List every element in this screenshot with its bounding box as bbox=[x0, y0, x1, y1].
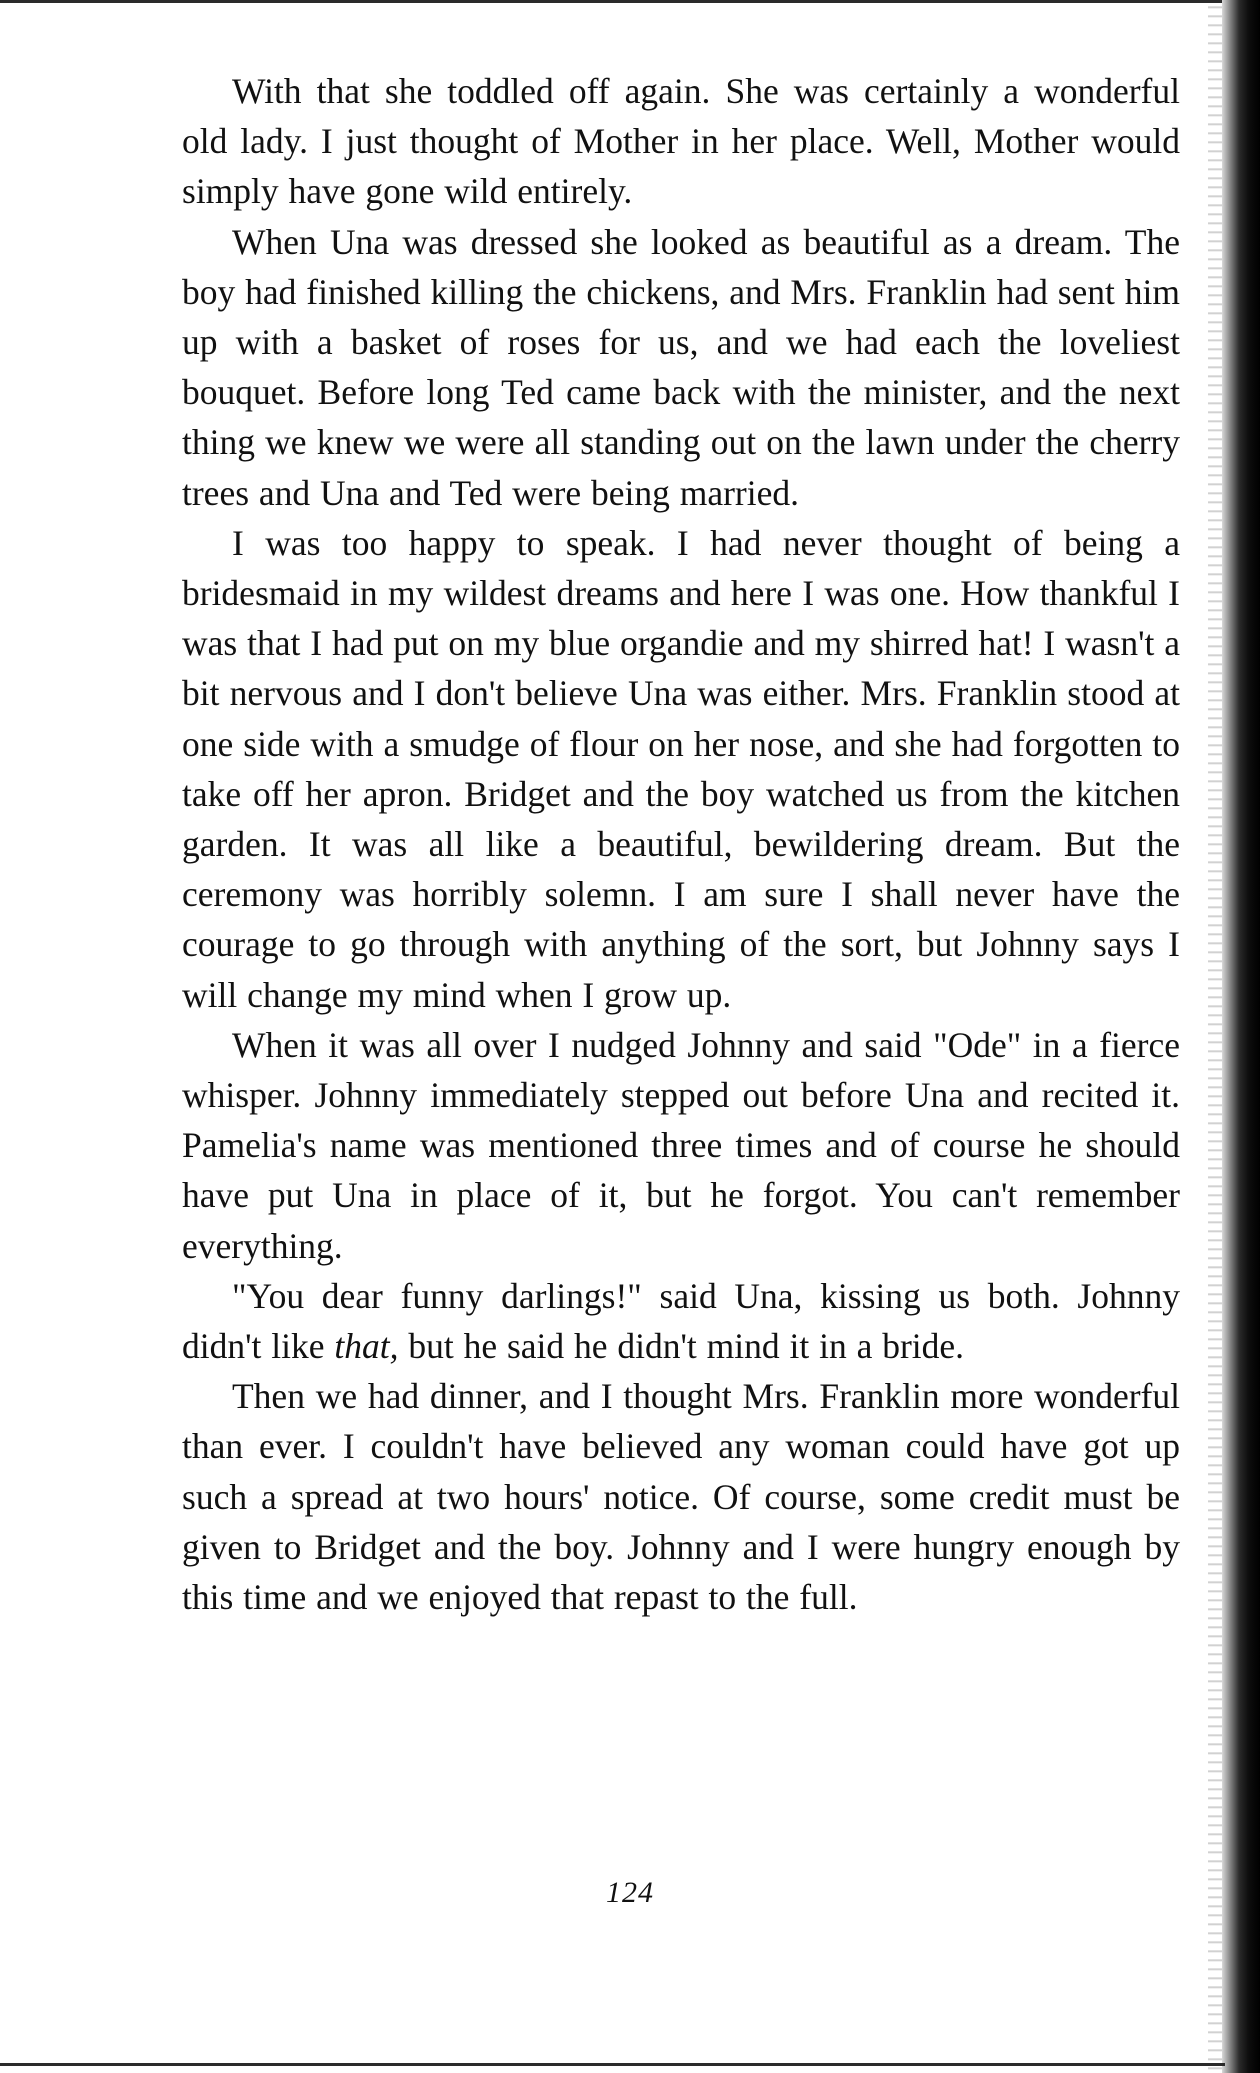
paragraph-5 bbox=[182, 1271, 1180, 1371]
page-number: 124 bbox=[606, 1876, 654, 1909]
paragraph-2: When Una was dressed she looked as beautiful as a dream. The boy had finished killing the chickens, and Mrs. Franklin had sent him up with a basket of roses for us, and we had each the loveliest bouquet. Before long Ted came back with the minister, and the next thing we knew we were all standing out on the lawn under the cherry trees and Una and Ted were being married. bbox=[182, 221, 1180, 513]
paragraph-5-emphasis: that, bbox=[334, 1326, 399, 1367]
body-text bbox=[182, 66, 1180, 1622]
book-spine-shadow bbox=[1222, 0, 1260, 2073]
paragraph-1: With that she toddled off again. She was certainly a wonderful old lady. I just thought of Mother in her place. Well, Mother would simply have gone wild entirely. bbox=[182, 71, 1180, 212]
paragraph-5-after: but he said he didn't mind it in a bride. bbox=[398, 1326, 965, 1367]
bottom-scan-edge bbox=[0, 2063, 1225, 2066]
paragraph-4: When it was all over I nudged Johnny and said "Ode" in a fierce whisper. Johnny immediately stepped out before Una and recited it. Pamelia's name was mentioned three times and of course he should have put Una in place of it, but he forgot. You can't remember everything. bbox=[182, 1024, 1180, 1266]
top-scan-edge bbox=[0, 0, 1225, 3]
paragraph-5-before: "You dear funny darlings!" said Una, kissing us both. Johnny didn't like bbox=[182, 1275, 1180, 1367]
paragraph-6: Then we had dinner, and I thought Mrs. Franklin more wonderful than ever. I couldn't have believed any woman could have got up such a spread at two hours' notice. Of course, some credit must be given to Bridget and the boy. Johnny and I were hungry enough by this time and we enjoyed that repast to the full. bbox=[182, 1376, 1180, 1618]
paragraph-3: I was too happy to speak. I had never thought of being a bridesmaid in my wildest dreams and here I was one. How thankful I was that I had put on my blue organdie and my shirred hat! I wasn't a bit nervous and I don't believe Una was either. Mrs. Franklin stood at one side with a smudge of flour on her nose, and she had forgotten to take off her apron. Bridget and the boy watched us from the kitchen garden. It was all like a beautiful, bewildering dream. But the ceremony was horribly solemn. I am sure I shall never have the courage to go through with anything of the sort, but Johnny says I will change my mind when I grow up. bbox=[182, 522, 1180, 1015]
